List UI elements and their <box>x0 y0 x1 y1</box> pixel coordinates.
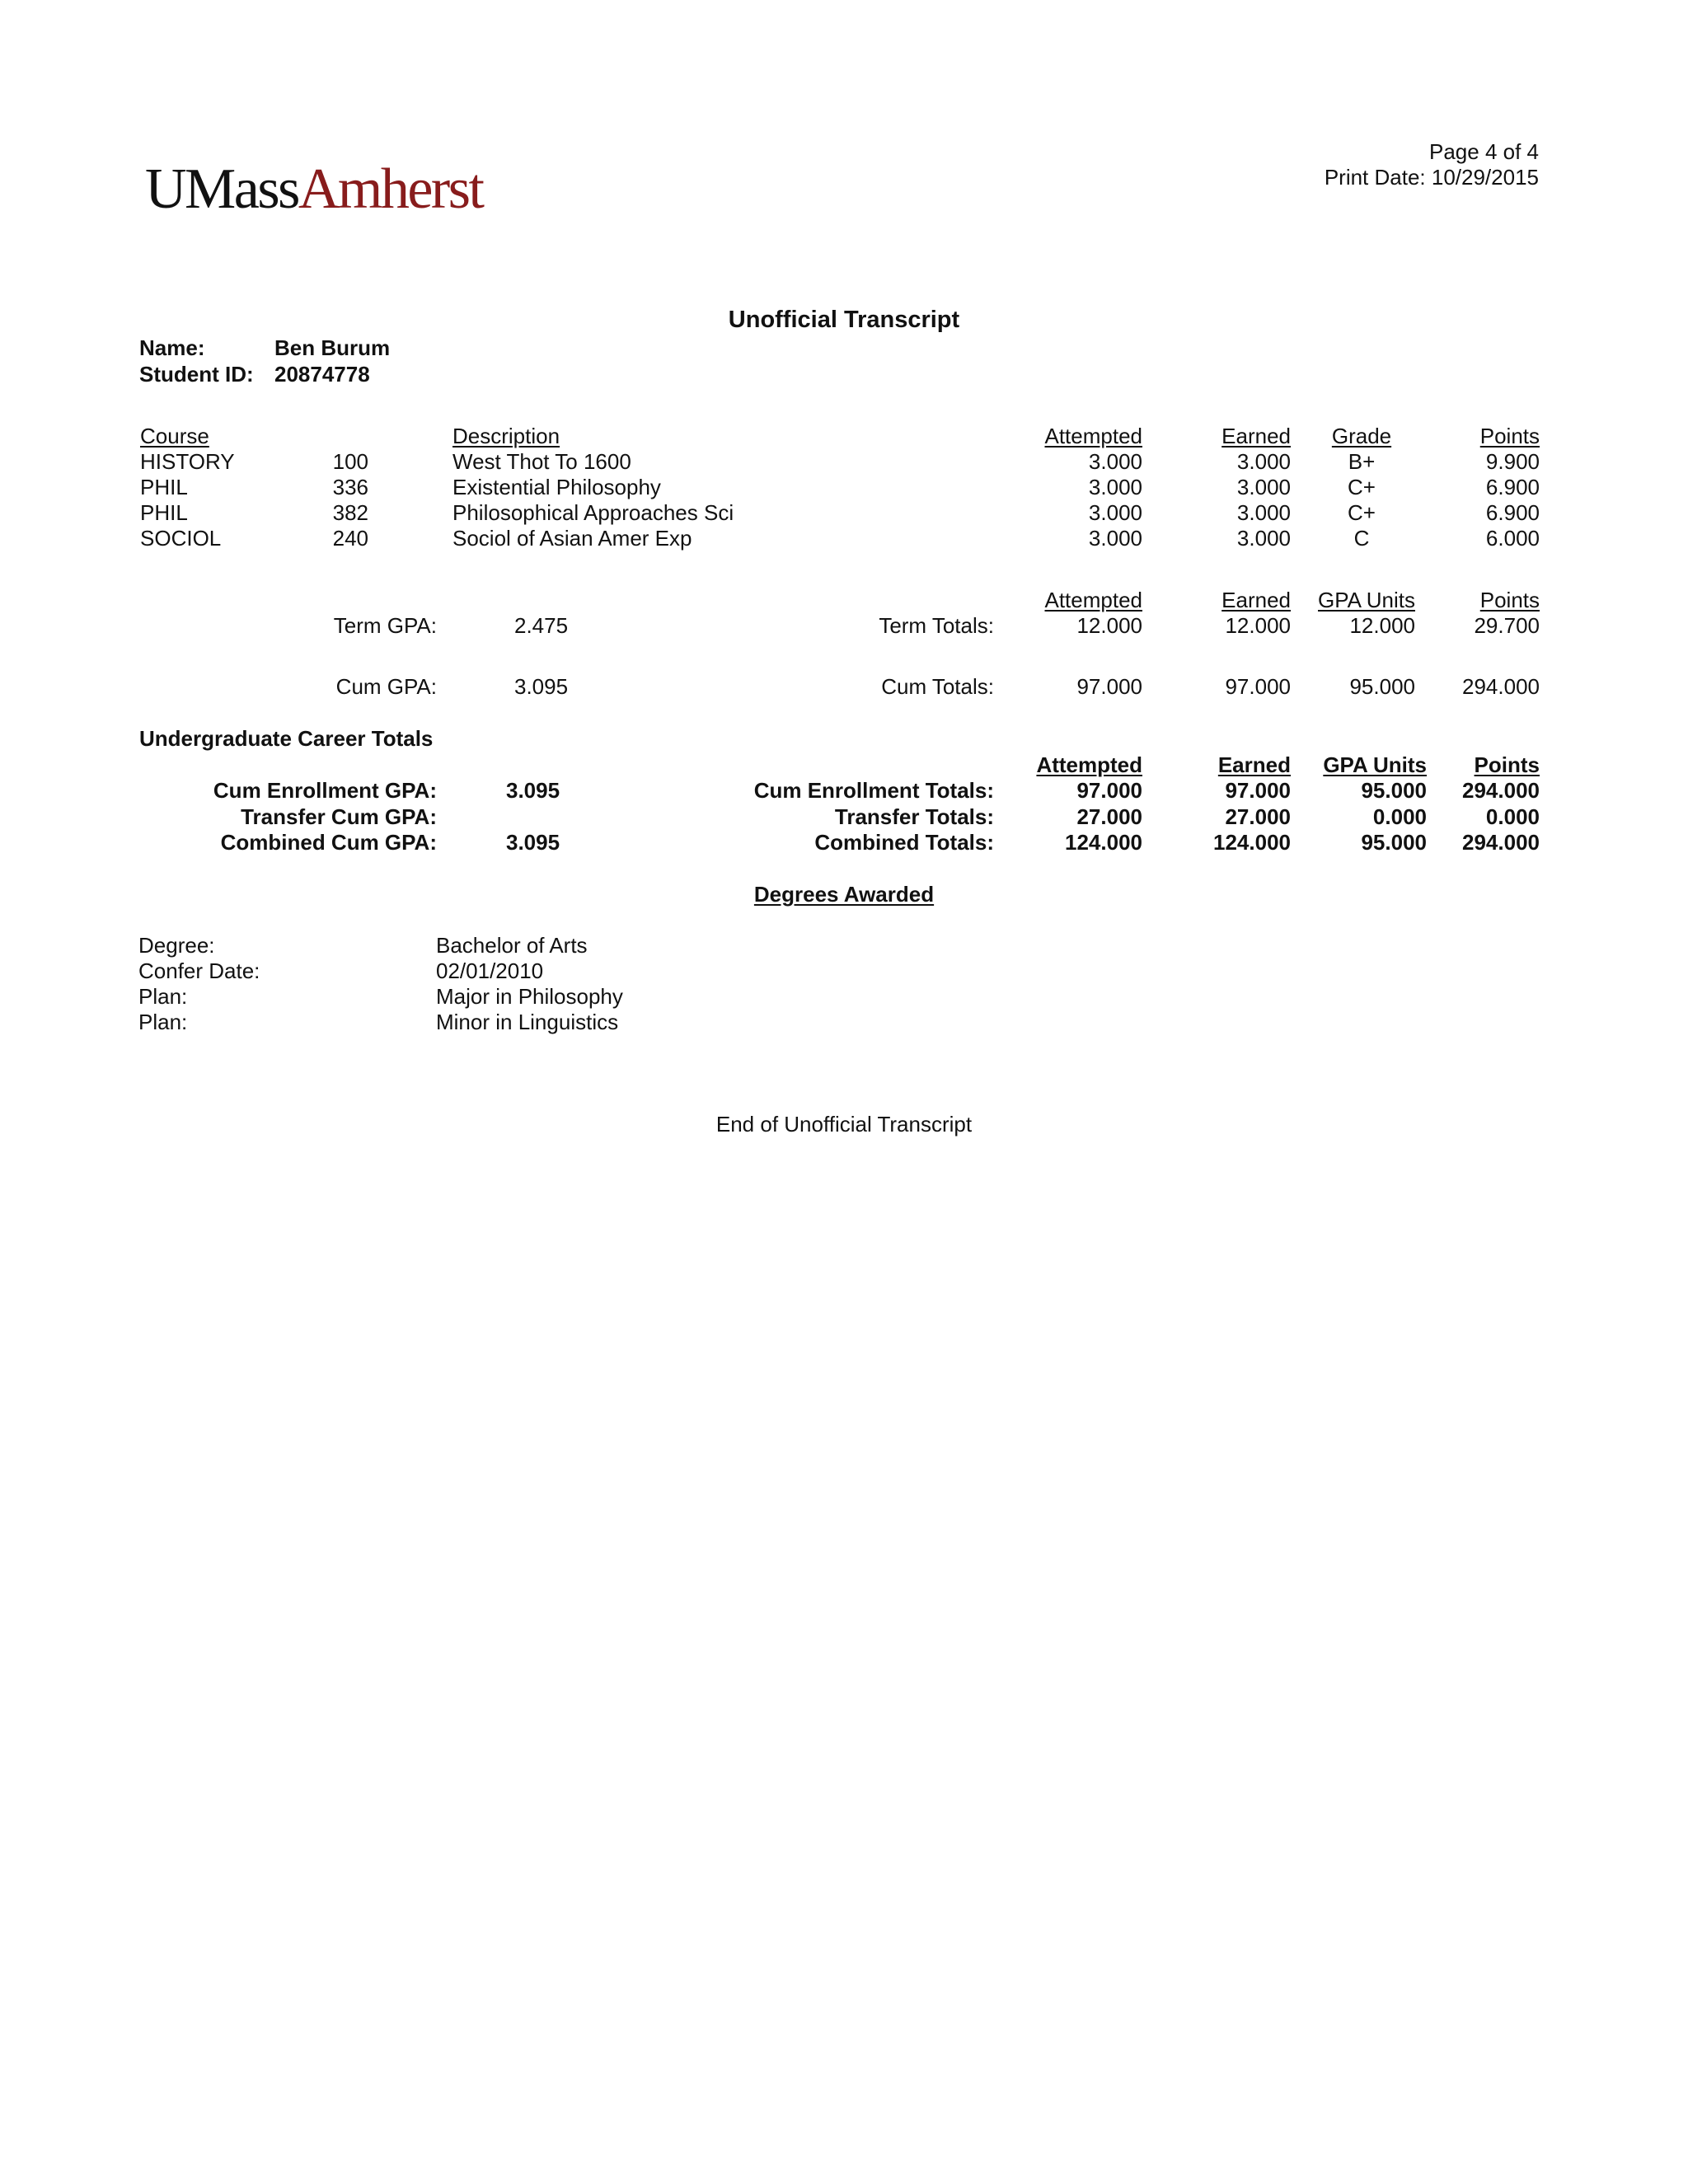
course-subject: SOCIOL <box>140 526 222 551</box>
course-points: 6.000 <box>1485 526 1540 551</box>
plan-value: Minor in Linguistics <box>436 1010 619 1034</box>
term-gpa-label: Term GPA: <box>333 613 437 638</box>
course-earned: 3.000 <box>1236 475 1291 499</box>
cum-gpa-label: Cum GPA: <box>335 674 437 699</box>
confer-date-label: Confer Date: <box>138 958 260 983</box>
career-gpa-label: Cum Enrollment GPA: <box>213 778 437 803</box>
career-earned: 97.000 <box>1225 778 1291 803</box>
confer-date-value: 02/01/2010 <box>436 958 544 983</box>
career-gpa: 3.095 <box>506 778 560 803</box>
course-earned: 3.000 <box>1236 500 1291 525</box>
name-label: Name: <box>139 335 205 360</box>
grade-header: Grade <box>1331 424 1392 448</box>
career-gpa-units-header: GPA Units <box>1323 752 1427 777</box>
course-number: 240 <box>332 526 368 551</box>
degree-label: Degree: <box>138 933 215 958</box>
career-points: 0.000 <box>1485 804 1540 829</box>
term-totals-points: 29.700 <box>1474 613 1540 638</box>
course-description: Philosophical Approaches Sci <box>452 500 734 525</box>
career-attempted-header: Attempted <box>1036 752 1142 777</box>
cum-gpa: 3.095 <box>514 674 569 699</box>
career-gpa: 3.095 <box>506 830 560 855</box>
term-totals-attempted: 12.000 <box>1076 613 1142 638</box>
career-gpa-units: 95.000 <box>1361 778 1427 803</box>
student-id-label: Student ID: <box>139 362 254 387</box>
course-number: 100 <box>332 449 368 474</box>
term-gpa: 2.475 <box>514 613 569 638</box>
degrees-heading: Degrees Awarded <box>753 882 935 907</box>
career-totals-label: Cum Enrollment Totals: <box>753 778 994 803</box>
course-grade: C <box>1353 526 1370 551</box>
plan-label: Plan: <box>138 1010 188 1034</box>
career-totals-label: Combined Totals: <box>814 830 994 855</box>
course-attempted: 3.000 <box>1088 475 1142 499</box>
career-earned-header: Earned <box>1217 752 1291 777</box>
course-attempted: 3.000 <box>1088 500 1142 525</box>
term-totals-gpa-units: 12.000 <box>1349 613 1415 638</box>
course-earned: 3.000 <box>1236 449 1291 474</box>
earned-header: Earned <box>1221 424 1291 448</box>
career-earned: 124.000 <box>1213 830 1291 855</box>
term-totals-label: Term Totals: <box>879 613 994 638</box>
course-earned: 3.000 <box>1236 526 1291 551</box>
career-totals-label: Transfer Totals: <box>834 804 994 829</box>
term-gpa-units-header: GPA Units <box>1317 588 1415 612</box>
student-name: Ben Burum <box>274 335 391 360</box>
cum-totals-attempted: 97.000 <box>1076 674 1142 699</box>
career-points: 294.000 <box>1462 830 1540 855</box>
course-points: 6.900 <box>1485 500 1540 525</box>
student-id: 20874778 <box>274 362 370 387</box>
plan-label: Plan: <box>138 984 188 1009</box>
course-number: 336 <box>332 475 368 499</box>
document-title: Unofficial Transcript <box>728 307 960 333</box>
course-grade: C+ <box>1348 500 1376 525</box>
course-attempted: 3.000 <box>1088 526 1142 551</box>
course-subject: HISTORY <box>140 449 235 474</box>
term-attempted-header: Attempted <box>1044 588 1142 612</box>
umass-amherst-logo <box>145 157 482 223</box>
description-header: Description <box>452 424 560 448</box>
cum-totals-label: Cum Totals: <box>881 674 994 699</box>
course-grade: C+ <box>1348 475 1376 499</box>
career-attempted: 27.000 <box>1076 804 1142 829</box>
page-number: Page 4 of 4 <box>1429 139 1539 164</box>
cum-totals-points: 294.000 <box>1462 674 1540 699</box>
course-description: West Thot To 1600 <box>452 449 631 474</box>
logo-amherst-text: Amherst <box>298 157 483 221</box>
career-gpa-units: 0.000 <box>1372 804 1427 829</box>
term-earned-header: Earned <box>1221 588 1291 612</box>
course-subject: PHIL <box>140 500 188 525</box>
course-attempted: 3.000 <box>1088 449 1142 474</box>
term-totals-earned: 12.000 <box>1225 613 1291 638</box>
career-earned: 27.000 <box>1225 804 1291 829</box>
cum-totals-earned: 97.000 <box>1225 674 1291 699</box>
career-totals-heading: Undergraduate Career Totals <box>139 726 434 751</box>
print-date: Print Date: 10/29/2015 <box>1324 165 1539 190</box>
plan-value: Major in Philosophy <box>436 984 623 1009</box>
degree-value: Bachelor of Arts <box>436 933 588 958</box>
career-gpa-units: 95.000 <box>1361 830 1427 855</box>
cum-totals-gpa-units: 95.000 <box>1349 674 1415 699</box>
career-attempted: 124.000 <box>1065 830 1142 855</box>
attempted-header: Attempted <box>1044 424 1142 448</box>
end-of-transcript: End of Unofficial Transcript <box>715 1112 973 1137</box>
career-points-header: Points <box>1474 752 1540 777</box>
course-subject: PHIL <box>140 475 188 499</box>
course-description: Existential Philosophy <box>452 475 661 499</box>
career-attempted: 97.000 <box>1076 778 1142 803</box>
course-description: Sociol of Asian Amer Exp <box>452 526 692 551</box>
logo-umass-text: UMass <box>145 157 298 221</box>
course-header: Course <box>140 424 209 448</box>
term-points-header: Points <box>1479 588 1540 612</box>
career-gpa-label: Combined Cum GPA: <box>220 830 437 855</box>
course-number: 382 <box>332 500 368 525</box>
career-points: 294.000 <box>1462 778 1540 803</box>
course-points: 6.900 <box>1485 475 1540 499</box>
points-header: Points <box>1479 424 1540 448</box>
course-grade: B+ <box>1348 449 1376 474</box>
course-points: 9.900 <box>1485 449 1540 474</box>
career-gpa-label: Transfer Cum GPA: <box>241 804 437 829</box>
